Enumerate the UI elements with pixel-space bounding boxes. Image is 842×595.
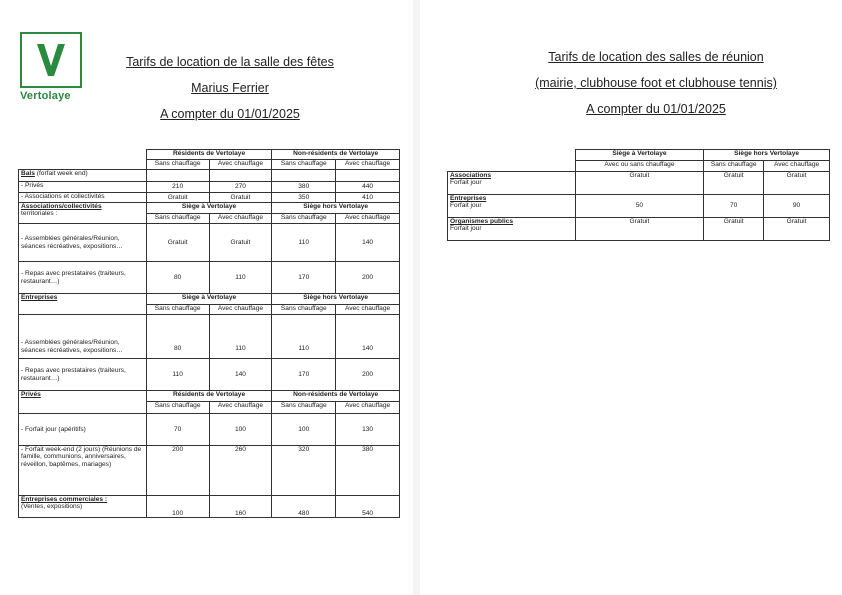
left-title-line-3: A compter du 01/01/2025 xyxy=(160,107,300,121)
left-title-line-1: Tarifs de location de la salle des fêtes xyxy=(126,55,334,69)
hdr-sans: Sans chauffage xyxy=(704,161,764,172)
price-cell: Gratuit xyxy=(209,224,272,262)
hdr-sans: Sans chauffage xyxy=(272,214,336,224)
price-cell: 320 xyxy=(272,446,336,496)
price-cell: Gratuit xyxy=(704,218,764,241)
hdr-siege-in: Siège à Vertolaye xyxy=(146,203,272,214)
page-separator xyxy=(413,0,420,595)
price-cell: 210 xyxy=(146,182,209,193)
hdr-avec: Avec chauffage xyxy=(764,161,830,172)
price-cell: 140 xyxy=(209,359,272,391)
hdr-siege-out: Siège hors Vertolaye xyxy=(272,294,400,305)
logo-emblem xyxy=(20,32,82,88)
hdr-avec: Avec chauffage xyxy=(209,402,272,414)
price-cell: 170 xyxy=(272,359,336,391)
salles-reunion-rates-table xyxy=(447,149,830,241)
price-cell: Gratuit xyxy=(146,224,209,262)
price-cell: 160 xyxy=(209,496,272,518)
price-cell: Gratuit xyxy=(764,172,830,195)
hdr-residents: Résidents de Vertolaye xyxy=(146,391,272,402)
right-title-line-2: (mairie, clubhouse foot et clubhouse tennis) xyxy=(535,76,777,90)
price-cell: 100 xyxy=(209,414,272,446)
hdr-avec: Avec chauffage xyxy=(209,214,272,224)
price-cell: 80 xyxy=(146,262,209,294)
left-title-line-2: Marius Ferrier xyxy=(191,81,269,95)
price-cell: 110 xyxy=(146,359,209,391)
section-commerciales: Entreprises commerciales : (Ventes, expositions) xyxy=(19,496,147,518)
price-cell: 270 xyxy=(209,182,272,193)
price-cell: 70 xyxy=(146,414,209,446)
price-cell: Gratuit xyxy=(704,172,764,195)
hdr-sans: Sans chauffage xyxy=(272,160,336,170)
hdr-non-residents: Non-résidents de Vertolaye xyxy=(272,150,400,160)
price-cell: 440 xyxy=(336,182,400,193)
row-label: - Forfait jour (apéritifs) xyxy=(19,414,147,446)
price-cell: 110 xyxy=(209,315,272,359)
right-title-line-3: A compter du 01/01/2025 xyxy=(586,102,726,116)
price-cell: 80 xyxy=(146,315,209,359)
price-cell: Gratuit xyxy=(764,218,830,241)
salle-des-fetes-rates-table xyxy=(18,149,400,518)
price-cell: 140 xyxy=(336,315,400,359)
price-cell: 130 xyxy=(336,414,400,446)
row-label: - Repas avec prestataires (traiteurs, restaurant…) xyxy=(19,359,147,391)
price-cell: Gratuit xyxy=(209,193,272,203)
price-cell: 110 xyxy=(209,262,272,294)
hdr-avec: Avec chauffage xyxy=(209,305,272,315)
price-cell: Gratuit xyxy=(575,218,704,241)
left-page xyxy=(0,0,413,595)
price-cell: 480 xyxy=(272,496,336,518)
price-cell: 260 xyxy=(209,446,272,496)
price-cell: 100 xyxy=(272,414,336,446)
row-label: - Assemblées générales/Réunion, séances récréatives, expositions… xyxy=(19,315,147,359)
logo-text: Vertolaye xyxy=(20,90,71,102)
price-cell: 200 xyxy=(336,359,400,391)
row-associations: Associations Forfait jour xyxy=(448,172,576,195)
price-cell: Gratuit xyxy=(575,172,704,195)
price-cell: 410 xyxy=(336,193,400,203)
row-label: - Forfait week-end (2 jours) (Réunions de famille, communions, anniversaires, réveillon, baptêmes, mariages) xyxy=(19,446,147,496)
right-title-line-1: Tarifs de location des salles de réunion xyxy=(548,50,764,64)
hdr-siege-in: Siège à Vertolaye xyxy=(575,150,704,161)
row-label: - Assemblées générales/Réunion, séances récréatives, expositions… xyxy=(19,224,147,262)
price-cell: 90 xyxy=(764,195,830,218)
price-cell: 100 xyxy=(146,496,209,518)
price-cell: 50 xyxy=(575,195,704,218)
hdr-siege-in: Siège à Vertolaye xyxy=(146,294,272,305)
section-bals: Bals (forfait week end) xyxy=(19,170,147,182)
row-label: - Associations et collectivités xyxy=(19,193,147,203)
hdr-avec: Avec chauffage xyxy=(209,160,272,170)
price-cell: 380 xyxy=(272,182,336,193)
row-label: - Repas avec prestataires (traiteurs, restaurant…) xyxy=(19,262,147,294)
section-prives: Privés xyxy=(19,391,147,414)
price-cell: 170 xyxy=(272,262,336,294)
row-entreprises: Entreprises Forfait jour xyxy=(448,195,576,218)
hdr-avec: Avec chauffage xyxy=(336,305,400,315)
hdr-siege-out: Siège hors Vertolaye xyxy=(704,150,830,161)
hdr-avec: Avec chauffage xyxy=(336,214,400,224)
section-entreprises: Entreprises xyxy=(19,294,147,315)
price-cell: Gratuit xyxy=(146,193,209,203)
price-cell: 70 xyxy=(704,195,764,218)
price-cell: 140 xyxy=(336,224,400,262)
price-cell: 110 xyxy=(272,224,336,262)
hdr-sans: Sans chauffage xyxy=(146,305,209,315)
price-cell: 200 xyxy=(336,262,400,294)
section-associations: Associations/collectivités territoriales : xyxy=(19,203,147,224)
vertolaye-logo xyxy=(20,32,86,102)
price-cell: 540 xyxy=(336,496,400,518)
hdr-sans: Sans chauffage xyxy=(146,214,209,224)
hdr-avec: Avec chauffage xyxy=(336,402,400,414)
hdr-sans: Sans chauffage xyxy=(272,305,336,315)
v-logo-icon xyxy=(31,40,71,80)
price-cell: 350 xyxy=(272,193,336,203)
right-page xyxy=(420,0,842,595)
hdr-avec: Avec chauffage xyxy=(336,160,400,170)
row-label: - Privés xyxy=(19,182,147,193)
row-organismes-publics: Organismes publics Forfait jour xyxy=(448,218,576,241)
price-cell: 110 xyxy=(272,315,336,359)
hdr-sans: Sans chauffage xyxy=(146,402,209,414)
price-cell: 380 xyxy=(336,446,400,496)
hdr-sans: Sans chauffage xyxy=(272,402,336,414)
hdr-residents: Résidents de Vertolaye xyxy=(146,150,272,160)
hdr-sans: Sans chauffage xyxy=(146,160,209,170)
hdr-siege-out: Siège hors Vertolaye xyxy=(272,203,400,214)
hdr-non-residents: Non-résidents de Vertolaye xyxy=(272,391,400,402)
hdr-avec-ou-sans: Avec ou sans chauffage xyxy=(575,161,704,172)
price-cell: 200 xyxy=(146,446,209,496)
